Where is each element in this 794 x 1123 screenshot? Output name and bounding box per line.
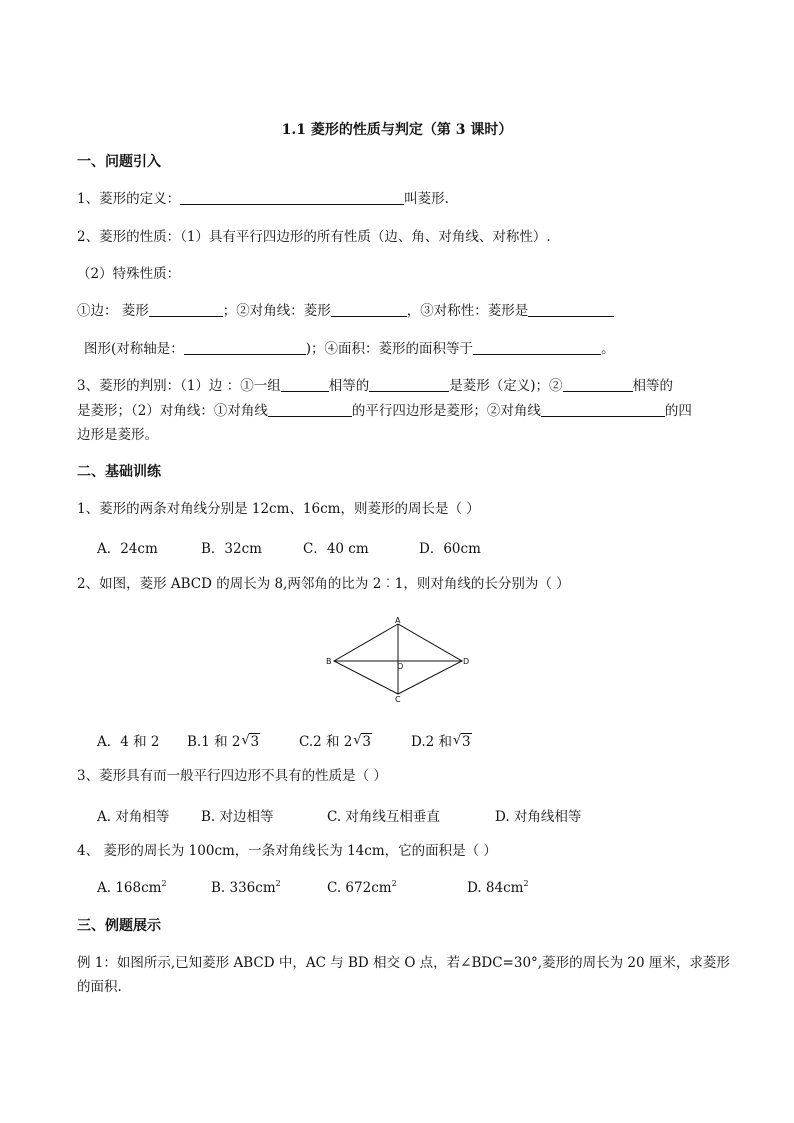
superscript: 2 — [523, 879, 529, 888]
text: 是菱形；（2）对角线：①对角线 — [77, 403, 268, 419]
text: C. 672cm — [327, 880, 392, 896]
question-1-option-b[interactable]: B．32cm — [201, 541, 262, 557]
example-1-line-1: 例 1：如图所示,已知菱形 ABCD 中，AC 与 BD 相交 O 点，若∠BDC=30°,菱形的周长为 20 厘米，求菱形 — [77, 955, 730, 971]
answer-blank[interactable] — [180, 190, 404, 205]
vertex-label-b: B — [326, 657, 332, 666]
question-4-option-a[interactable] — [97, 879, 167, 896]
superscript: 2 — [391, 879, 397, 888]
text: 。 — [601, 341, 615, 357]
sqrt-symbol — [241, 734, 260, 750]
question-2-option-a[interactable]: A．4 和 2 — [97, 734, 160, 750]
question-1-option-a[interactable]: A．24cm — [97, 541, 158, 557]
center-label-o: O — [397, 662, 404, 671]
answer-blank[interactable] — [473, 340, 601, 355]
text: B. 336cm — [211, 880, 276, 896]
text: 的平行四边形是菱形；②对角线 — [351, 403, 541, 419]
sqrt-symbol — [353, 734, 372, 750]
answer-blank[interactable] — [528, 302, 614, 317]
section-heading-examples: 三、例题展示 — [77, 918, 161, 934]
superscript: 2 — [161, 879, 167, 888]
question-2-option-c[interactable] — [299, 730, 372, 750]
section-heading-basic-training: 二、基础训练 — [77, 464, 161, 480]
question-3-option-b[interactable]: B. 对边相等 — [201, 809, 274, 825]
question-1-option-d[interactable]: D．60cm — [419, 541, 481, 557]
sqrt-symbol — [453, 734, 472, 750]
rhombus-figure — [320, 614, 480, 704]
radicand: 3 — [362, 734, 371, 750]
question-3-option-d[interactable]: D. 对角线相等 — [495, 809, 582, 825]
question-2-option-d[interactable] — [411, 730, 472, 750]
text: ；②对角线：菱形 — [222, 303, 331, 319]
question-4-option-d[interactable] — [467, 879, 529, 896]
answer-blank[interactable] — [563, 377, 633, 392]
question-1-stem: 1、菱形的两条对角线分别是 12cm、16cm，则菱形的周长是（ ） — [77, 501, 480, 517]
question-4-option-b[interactable] — [211, 879, 281, 896]
intro-line-1 — [77, 190, 449, 208]
radicand: 3 — [462, 734, 471, 750]
question-3-option-c[interactable]: C. 对角线互相垂直 — [327, 809, 440, 825]
question-2-stem: 2、如图，菱形 ABCD 的周长为 8,两邻角的比为 2︰1，则对角线的长分别为（ ） — [77, 576, 570, 592]
text: 相等的 — [328, 378, 370, 394]
radicand: 3 — [250, 734, 260, 750]
question-2-option-b[interactable] — [187, 730, 260, 750]
question-4-stem: 4、 菱形的周长为 100cm，一条对角线长为 14cm，它的面积是（ ） — [77, 843, 497, 859]
intro-line-4 — [77, 302, 614, 320]
text: D. 84cm — [467, 880, 524, 896]
question-4-option-c[interactable] — [327, 879, 397, 896]
text: B.1 和 2 — [187, 734, 241, 750]
answer-blank[interactable] — [149, 302, 223, 317]
text: ，③对称性：菱形是 — [406, 303, 529, 319]
text: A. 168cm — [97, 880, 162, 896]
intro-line-3: （2）特殊性质： — [77, 266, 181, 282]
superscript: 2 — [275, 879, 281, 888]
section-heading-intro: 一、问题引入 — [77, 154, 161, 170]
intro-line-6 — [77, 377, 673, 395]
vertex-label-a: A — [395, 616, 401, 625]
text: C.2 和 2 — [299, 734, 353, 750]
intro-line-2: 2、菱形的性质：（1）具有平行四边形的所有性质（边、角、对角线、对称性）. — [77, 229, 551, 245]
answer-blank[interactable] — [331, 302, 407, 317]
page-title: 1.1 菱形的性质与判定（第 3 课时） — [281, 122, 513, 138]
text: ①边： 菱形 — [77, 303, 149, 319]
text: 是菱形（定义)；② — [449, 378, 563, 394]
answer-blank[interactable] — [268, 402, 352, 417]
answer-blank[interactable] — [541, 402, 665, 417]
vertex-label-d: D — [463, 657, 470, 666]
text: 相等的 — [632, 378, 674, 394]
intro-line-8: 边形是菱形。 — [77, 427, 158, 443]
text: 图形(对称轴是： — [84, 341, 184, 357]
answer-blank[interactable] — [184, 340, 306, 355]
question-3-stem: 3、菱形具有而一般平行四边形不具有的性质是（ ） — [77, 768, 387, 784]
text: 叫菱形. — [404, 191, 449, 207]
text: )；④面积：菱形的面积等于 — [305, 341, 474, 357]
intro-line-7 — [77, 402, 692, 420]
question-1-option-c[interactable]: C．40 cm — [303, 541, 369, 557]
answer-blank[interactable] — [281, 377, 329, 392]
vertex-label-c: C — [395, 695, 401, 704]
answer-blank[interactable] — [369, 377, 449, 392]
text: 3、菱形的判别：（1）边 ：①一组 — [77, 378, 281, 394]
question-3-option-a[interactable]: A. 对角相等 — [97, 809, 170, 825]
example-1-line-2: 的面积. — [77, 979, 122, 995]
text: D.2 和 — [411, 734, 453, 750]
text: 的四 — [664, 403, 692, 419]
text: 1、菱形的定义： — [77, 191, 181, 207]
intro-line-5 — [84, 340, 615, 358]
